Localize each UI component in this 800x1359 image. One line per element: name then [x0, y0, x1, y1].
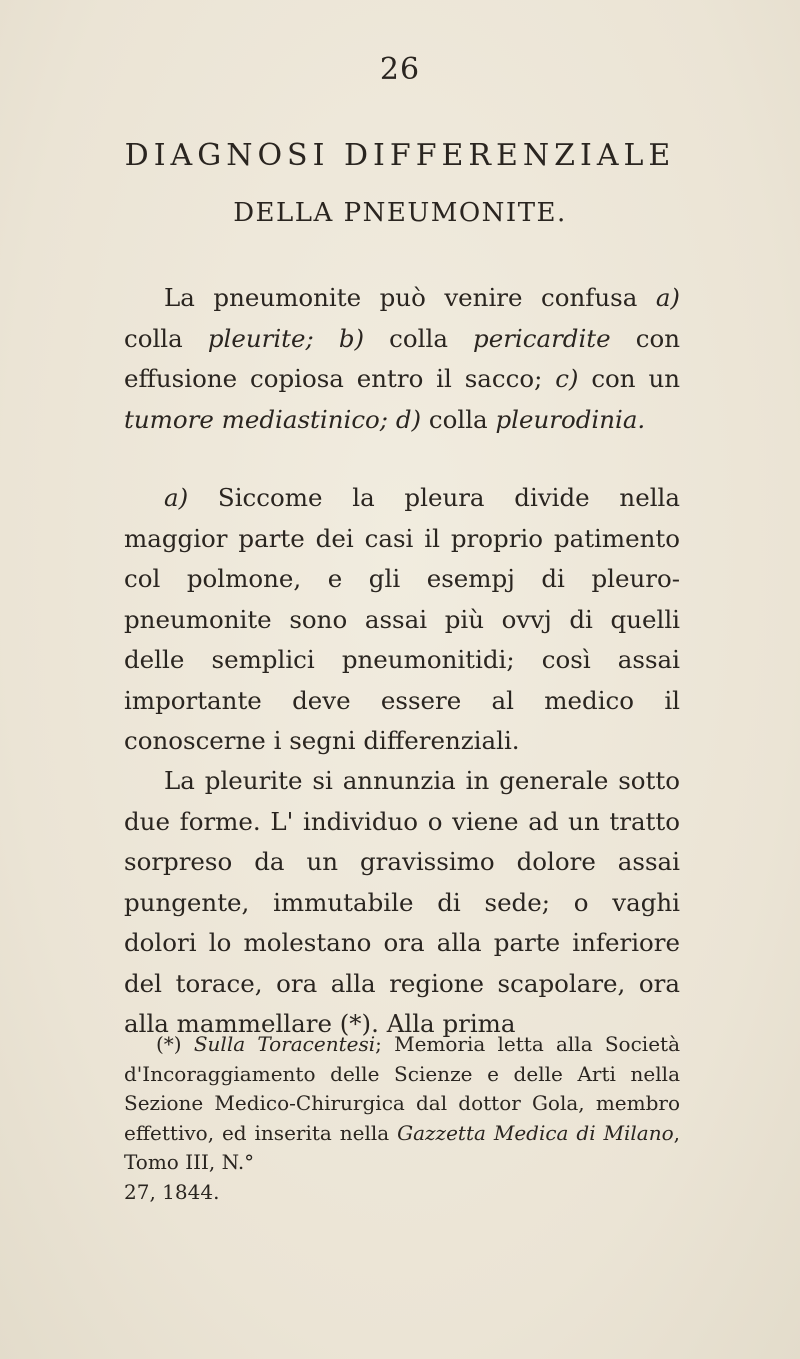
footnote-journal: Gazzetta Medica di Milano — [397, 1120, 674, 1145]
text-run: colla — [421, 404, 496, 434]
text-run: colla — [364, 323, 474, 353]
text-run: ; Memoria letta alla Società d'Incoraggiamento delle Scienze e delle Arti nella Sezione Medico-Chirurgica dal dottor Gola, membro effettivo, ed inserita nella — [124, 1032, 680, 1145]
item-label-b: b) — [338, 323, 365, 353]
text-run: con un — [578, 364, 680, 393]
text-run — [388, 405, 396, 434]
page-number: 26 — [379, 52, 421, 87]
text-run: con effusione copiosa entro il sacco; — [124, 323, 680, 393]
text-run — [314, 324, 339, 353]
footnote — [124, 1030, 680, 1207]
item-label-c: c) — [555, 364, 579, 393]
term-pleurite: pleurite; — [207, 323, 314, 353]
paragraph-section-a — [124, 478, 680, 762]
item-label-a: a) — [655, 283, 680, 312]
text-run: La pneumonite può venire confusa — [164, 283, 656, 312]
chapter-title: DIAGNOSI DIFFERENZIALE — [124, 138, 676, 173]
term-pleurodinia: pleurodinia. — [495, 404, 646, 434]
section-label-a: a) — [164, 483, 189, 512]
footnote-marker: (*) — [156, 1032, 182, 1056]
term-pericardite: pericardite — [473, 323, 611, 353]
paragraph-text: Siccome la pleura divide nella maggior parte dei casi il proprio patimento col polmone, e gli esempj di pleuro-pneumonite sono assai più ovvj di quelli delle semplici pneumonitidi; così assai importante deve essere al medico il conoscerne i segni differenziali. — [124, 483, 680, 755]
text-run: colla — [124, 323, 208, 353]
text-run: , Tomo III, N.° — [124, 1120, 680, 1174]
text-run — [182, 1032, 194, 1056]
item-label-d: d) — [395, 404, 422, 434]
paragraph-intro — [124, 278, 680, 440]
term-tumore: tumore mediastinico; — [124, 404, 389, 434]
footnote-title: Sulla Toracentesi — [193, 1032, 376, 1056]
chapter-subtitle: DELLA PNEUMONITE. — [233, 198, 567, 228]
paragraph-pleurite: La pleurite si annunzia in generale sotto due forme. L' individuo o viene ad un tratto sorpreso da un gravissimo dolore assai pungente, immutabile di sede; o vaghi dolori lo molestano ora alla parte inferiore del torace, ora alla regione scapolare, ora alla mammellare (*). Alla prima — [124, 766, 680, 1038]
footnote-year: 27, 1844. — [124, 1179, 220, 1204]
